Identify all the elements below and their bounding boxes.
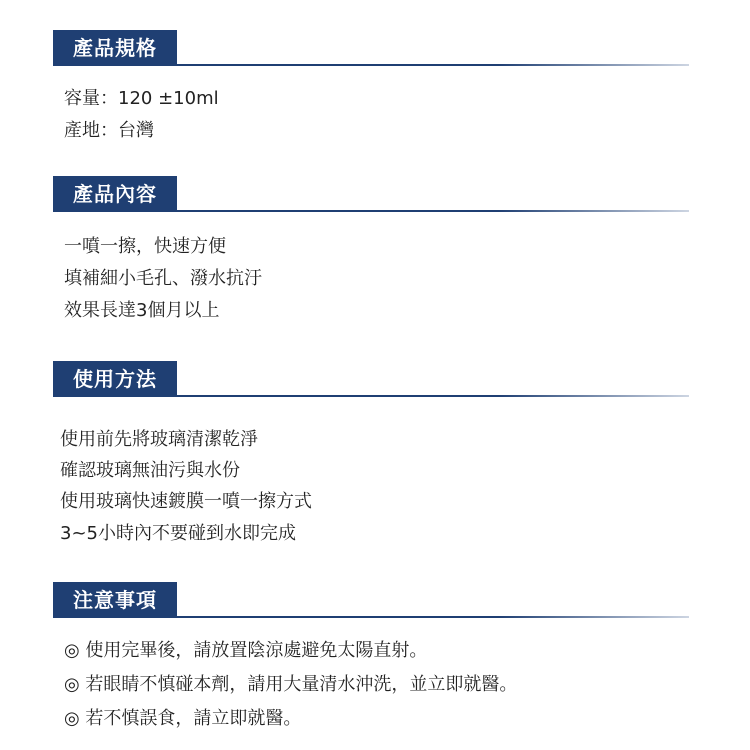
list-item: ◎ 使用完畢後，請放置陰涼處避免太陽直射。 bbox=[64, 640, 428, 661]
section-header bbox=[0, 361, 750, 397]
section-divider bbox=[53, 395, 689, 397]
section-header bbox=[0, 582, 750, 618]
section-divider bbox=[53, 210, 689, 212]
section-product-content bbox=[0, 176, 750, 321]
section-title: 產品內容 bbox=[53, 176, 177, 212]
section-usage bbox=[0, 361, 750, 544]
list-item: 填補細小毛孔、潑水抗汙 bbox=[64, 268, 262, 289]
section-divider bbox=[53, 616, 689, 618]
list-item: 一噴一擦，快速方便 bbox=[64, 236, 226, 257]
list-item: 效果長達3個月以上 bbox=[64, 300, 220, 321]
section-precautions bbox=[0, 582, 750, 729]
section-title: 產品規格 bbox=[53, 30, 177, 66]
section-header bbox=[0, 30, 750, 66]
section-product-spec bbox=[0, 30, 750, 141]
section-title: 使用方法 bbox=[53, 361, 177, 397]
list-item: ◎ 若不慎誤食，請立即就醫。 bbox=[64, 708, 302, 729]
list-item: ◎ 若眼睛不慎碰本劑，請用大量清水沖洗，並立即就醫。 bbox=[64, 674, 518, 695]
section-header bbox=[0, 176, 750, 212]
list-item: 使用玻璃快速鍍膜一噴一擦方式 bbox=[60, 491, 312, 512]
list-item: 容量：120 ±10ml bbox=[64, 88, 219, 109]
list-item: 產地：台灣 bbox=[64, 120, 154, 141]
list-item: 3~5小時內不要碰到水即完成 bbox=[60, 523, 296, 544]
list-item: 確認玻璃無油污與水份 bbox=[60, 460, 240, 481]
list-item: 使用前先將玻璃清潔乾淨 bbox=[60, 429, 258, 450]
section-title: 注意事項 bbox=[53, 582, 177, 618]
section-divider bbox=[53, 64, 689, 66]
